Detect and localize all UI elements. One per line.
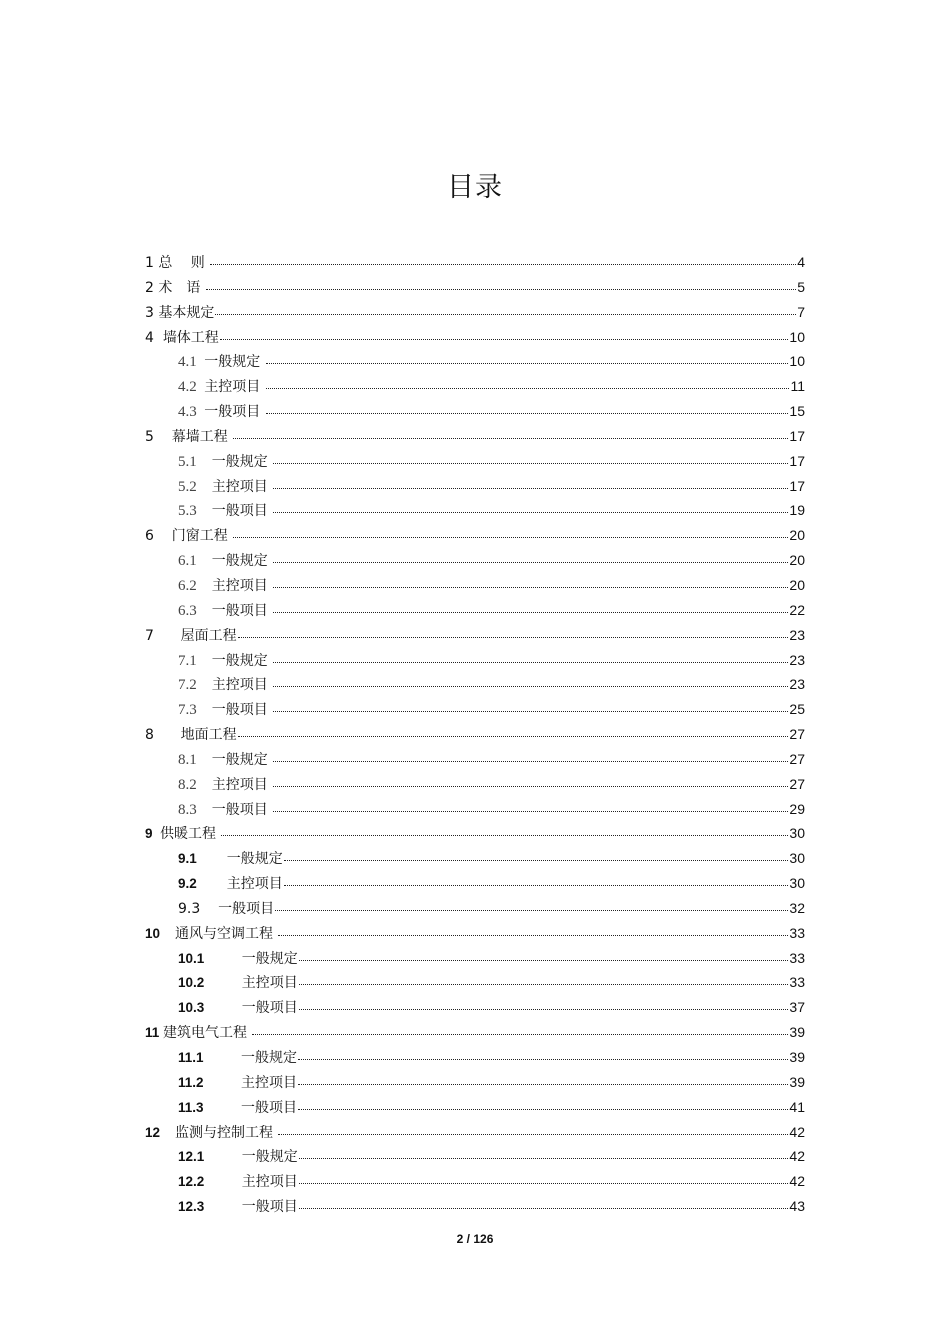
toc-entry[interactable] bbox=[145, 873, 805, 898]
toc-entry-number: 11.1 bbox=[178, 1050, 242, 1065]
toc-dot-leader bbox=[273, 661, 788, 663]
toc-entry-number: 10 bbox=[145, 925, 176, 941]
toc-entry-number: 4.1 bbox=[178, 354, 205, 371]
toc-entry-title: 一般项目 bbox=[241, 1099, 298, 1116]
toc-entry-number: 10.3 bbox=[178, 1000, 242, 1016]
toc-entry-number: 1 bbox=[145, 255, 159, 271]
toc-entry[interactable] bbox=[145, 1097, 805, 1122]
toc-entry[interactable] bbox=[145, 351, 805, 376]
toc-entry-page-number: 33 bbox=[789, 924, 805, 941]
toc-entry-title: 主控项目 bbox=[241, 1074, 298, 1091]
toc-entry-number: 9 bbox=[145, 826, 161, 842]
toc-dot-leader bbox=[266, 362, 789, 364]
toc-entry-title: 地面工程 bbox=[180, 727, 237, 744]
toc-entry[interactable] bbox=[145, 401, 805, 426]
toc-entry-title: 一般规定 bbox=[211, 453, 273, 470]
toc-entry[interactable] bbox=[145, 1047, 805, 1072]
toc-entry-title: 墙体工程 bbox=[162, 329, 219, 346]
toc-entry[interactable] bbox=[145, 302, 805, 327]
toc-dot-leader bbox=[221, 834, 788, 836]
toc-entry-number: 4.2 bbox=[178, 379, 205, 396]
toc-entry-page-number: 22 bbox=[789, 601, 805, 618]
toc-entry-number: 8.1 bbox=[178, 751, 212, 768]
toc-entry[interactable] bbox=[145, 774, 805, 799]
toc-entry-page-number: 27 bbox=[789, 726, 805, 743]
toc-entry-page-number: 27 bbox=[789, 750, 805, 767]
toc-entry-page-number: 11 bbox=[790, 378, 805, 395]
toc-dot-leader bbox=[298, 1083, 788, 1085]
toc-dot-leader bbox=[278, 1133, 788, 1135]
toc-entry-title: 主控项目 bbox=[211, 478, 273, 495]
toc-entry[interactable] bbox=[145, 898, 805, 923]
toc-dot-leader bbox=[273, 462, 788, 464]
toc-entry-title: 屋面工程 bbox=[180, 627, 237, 644]
toc-entry-page-number: 39 bbox=[789, 1024, 805, 1041]
toc-entry-number: 12.1 bbox=[178, 1149, 242, 1165]
toc-dot-leader bbox=[278, 934, 788, 936]
toc-entry-page-number: 32 bbox=[789, 899, 805, 916]
toc-entry[interactable] bbox=[145, 600, 805, 625]
toc-dot-leader bbox=[220, 338, 789, 340]
toc-entry-page-number: 25 bbox=[789, 701, 805, 718]
toc-dot-leader bbox=[252, 1033, 788, 1035]
toc-entry[interactable] bbox=[145, 699, 805, 724]
toc-entry-page-number: 29 bbox=[789, 800, 805, 817]
toc-entry-number: 7 bbox=[145, 627, 181, 644]
toc-entry-title: 一般规定 bbox=[211, 553, 273, 570]
toc-entry-number: 4.3 bbox=[178, 404, 205, 421]
toc-entry-number: 7.2 bbox=[178, 677, 212, 694]
toc-entry-page-number: 23 bbox=[789, 651, 805, 668]
toc-entry-title: 一般项目 bbox=[241, 1199, 298, 1216]
toc-entry-number: 6.2 bbox=[178, 577, 212, 594]
toc-entry-title: 一般规定 bbox=[211, 751, 273, 768]
toc-dot-leader bbox=[298, 1058, 788, 1060]
toc-dot-leader bbox=[273, 586, 788, 588]
toc-entry-title: 主控项目 bbox=[241, 975, 298, 992]
toc-dot-leader bbox=[273, 760, 788, 762]
toc-entry-page-number: 23 bbox=[789, 626, 805, 643]
page-footer bbox=[0, 1232, 950, 1246]
toc-entry-number: 9.2 bbox=[178, 876, 227, 892]
toc-entry[interactable] bbox=[145, 500, 805, 525]
toc-entry-title: 一般项目 bbox=[211, 503, 273, 520]
toc-entry[interactable] bbox=[145, 1171, 805, 1196]
toc-entry[interactable] bbox=[145, 1146, 805, 1171]
toc-entry-number: 6 bbox=[145, 528, 172, 545]
toc-dot-leader bbox=[273, 710, 788, 712]
toc-entry-title: 主控项目 bbox=[226, 876, 283, 893]
toc-entry-page-number: 4 bbox=[797, 254, 805, 270]
toc-entry-page-number: 17 bbox=[789, 452, 805, 469]
toc-entry-number: 6.3 bbox=[178, 602, 212, 619]
toc-dot-leader bbox=[238, 636, 789, 638]
toc-entry-number: 8 bbox=[145, 727, 181, 744]
toc-entry-page-number: 17 bbox=[789, 477, 805, 494]
toc-entry-number: 9.1 bbox=[178, 851, 227, 867]
toc-entry-title: 一般规定 bbox=[226, 851, 283, 868]
toc-dot-leader bbox=[233, 536, 788, 538]
toc-dot-leader bbox=[273, 561, 788, 563]
toc-dot-leader bbox=[233, 437, 788, 439]
toc-entry-number: 8.2 bbox=[178, 776, 212, 793]
toc-entry-title: 主控项目 bbox=[241, 1174, 298, 1191]
toc-entry-page-number: 39 bbox=[789, 1073, 805, 1090]
toc-entry-page-number: 41 bbox=[789, 1098, 805, 1115]
toc-entry-number: 11 bbox=[145, 1025, 164, 1041]
toc-entry-page-number: 7 bbox=[797, 303, 805, 320]
toc-entry-number: 10.1 bbox=[178, 950, 242, 966]
toc-dot-leader bbox=[275, 909, 788, 911]
toc-entry-page-number: 15 bbox=[789, 403, 805, 420]
toc-entry-page-number: 20 bbox=[789, 552, 805, 569]
toc-entry[interactable] bbox=[145, 451, 805, 476]
toc-entry-title: 术 语 bbox=[158, 279, 205, 296]
toc-entry-number: 12.3 bbox=[178, 1199, 242, 1215]
toc-entry-title: 监测与控制工程 bbox=[175, 1124, 278, 1141]
toc-entry-page-number: 20 bbox=[789, 527, 805, 544]
toc-entry[interactable] bbox=[145, 277, 805, 302]
toc-entry-page-number: 30 bbox=[789, 850, 805, 867]
toc-entry-title: 一般规定 bbox=[241, 950, 298, 967]
toc-dot-leader bbox=[206, 288, 796, 290]
toc-entry-page-number: 39 bbox=[789, 1049, 805, 1065]
toc-dot-leader bbox=[266, 387, 790, 389]
toc-entry-title: 主控项目 bbox=[204, 379, 265, 396]
current-page-number: 2 bbox=[456, 1232, 464, 1246]
toc-entry[interactable] bbox=[145, 1122, 805, 1147]
toc-entry[interactable] bbox=[145, 848, 805, 873]
toc-dot-leader bbox=[299, 1008, 789, 1010]
toc-dot-leader bbox=[215, 313, 796, 315]
toc-entry-page-number: 42 bbox=[789, 1123, 805, 1140]
toc-entry-title: 一般规定 bbox=[241, 1149, 298, 1166]
toc-entry-title: 一般项目 bbox=[211, 602, 273, 619]
toc-entry-page-number: 10 bbox=[789, 328, 805, 345]
toc-dot-leader bbox=[266, 412, 789, 414]
toc-entry-title: 一般项目 bbox=[211, 702, 273, 719]
page-title: 目录 bbox=[447, 172, 503, 203]
toc-entry[interactable] bbox=[145, 376, 805, 401]
toc-entry-page-number: 20 bbox=[789, 576, 805, 593]
toc-entry-title: 主控项目 bbox=[211, 577, 273, 594]
toc-dot-leader bbox=[299, 1157, 789, 1159]
toc-entry-title: 基本规定 bbox=[158, 304, 215, 321]
toc-entry-page-number: 42 bbox=[789, 1148, 805, 1165]
toc-dot-leader bbox=[273, 611, 788, 613]
toc-entry[interactable] bbox=[145, 972, 805, 997]
toc-entry[interactable] bbox=[145, 749, 805, 774]
toc-entry-title: 幕墙工程 bbox=[171, 428, 233, 445]
toc-entry-number: 3 bbox=[145, 304, 159, 321]
toc-dot-leader bbox=[284, 884, 789, 886]
toc-entry-number: 4 bbox=[145, 329, 163, 346]
toc-entry-title: 一般规定 bbox=[211, 652, 273, 669]
toc-entry-number: 12.2 bbox=[178, 1174, 242, 1190]
toc-entry-page-number: 5 bbox=[797, 278, 805, 295]
toc-dot-leader bbox=[273, 511, 788, 513]
toc-entry[interactable] bbox=[145, 997, 805, 1022]
toc-entry-page-number: 30 bbox=[789, 875, 805, 892]
toc-entry-page-number: 33 bbox=[789, 974, 805, 991]
toc-entry[interactable] bbox=[145, 1072, 805, 1097]
toc-entry-page-number: 33 bbox=[789, 949, 805, 966]
toc-entry-title: 通风与空调工程 bbox=[175, 925, 278, 942]
toc-entry-title: 主控项目 bbox=[211, 677, 273, 694]
toc-entry-number: 5.2 bbox=[178, 478, 212, 495]
toc-dot-leader bbox=[284, 859, 789, 861]
table-of-contents bbox=[145, 252, 805, 1221]
toc-entry[interactable] bbox=[145, 650, 805, 675]
toc-entry-number: 5.3 bbox=[178, 503, 212, 520]
toc-entry-number: 5.1 bbox=[178, 453, 212, 470]
toc-entry-number: 5 bbox=[145, 428, 172, 445]
toc-entry[interactable] bbox=[145, 823, 805, 848]
toc-entry[interactable] bbox=[145, 1196, 805, 1221]
toc-entry-title: 一般规定 bbox=[204, 354, 265, 371]
toc-entry-number: 2 bbox=[145, 279, 159, 296]
toc-entry[interactable] bbox=[145, 923, 805, 948]
toc-entry-number: 11.2 bbox=[178, 1074, 242, 1090]
toc-entry-title: 建筑电气工程 bbox=[163, 1025, 252, 1042]
toc-entry-title: 一般项目 bbox=[218, 900, 275, 917]
toc-dot-leader bbox=[299, 1182, 789, 1184]
toc-entry-title: 总 则 bbox=[158, 255, 210, 271]
toc-entry-page-number: 27 bbox=[789, 775, 805, 792]
toc-entry[interactable] bbox=[145, 550, 805, 575]
toc-entry-title: 一般规定 bbox=[241, 1050, 298, 1066]
toc-dot-leader bbox=[299, 959, 789, 961]
toc-dot-leader bbox=[299, 983, 789, 985]
toc-entry[interactable] bbox=[145, 948, 805, 973]
toc-entry[interactable] bbox=[145, 1022, 805, 1047]
toc-entry[interactable] bbox=[145, 575, 805, 600]
toc-dot-leader bbox=[298, 1108, 788, 1110]
toc-entry[interactable] bbox=[145, 625, 805, 650]
toc-entry[interactable] bbox=[145, 674, 805, 699]
toc-entry[interactable] bbox=[145, 799, 805, 824]
toc-entry[interactable] bbox=[145, 327, 805, 352]
toc-entry-number: 10.2 bbox=[178, 975, 242, 991]
toc-entry-page-number: 17 bbox=[789, 427, 805, 444]
toc-entry-title: 主控项目 bbox=[211, 776, 273, 793]
total-page-count: 126 bbox=[473, 1232, 494, 1246]
toc-entry[interactable] bbox=[145, 525, 805, 550]
toc-entry-page-number: 37 bbox=[789, 999, 805, 1016]
toc-entry[interactable] bbox=[145, 724, 805, 749]
toc-entry[interactable] bbox=[145, 476, 805, 501]
toc-dot-leader bbox=[273, 487, 788, 489]
toc-entry-page-number: 19 bbox=[789, 502, 805, 519]
toc-dot-leader bbox=[273, 810, 788, 812]
toc-entry-title: 一般项目 bbox=[211, 801, 273, 818]
toc-entry-number: 11.3 bbox=[178, 1099, 242, 1115]
toc-entry-page-number: 43 bbox=[789, 1198, 805, 1215]
toc-entry-page-number: 10 bbox=[789, 353, 805, 370]
toc-entry-title: 供暖工程 bbox=[160, 826, 221, 843]
toc-dot-leader bbox=[273, 785, 788, 787]
toc-dot-leader bbox=[238, 735, 789, 737]
toc-entry-number: 7.3 bbox=[178, 702, 212, 719]
toc-entry-title: 一般项目 bbox=[204, 404, 265, 421]
toc-entry-page-number: 42 bbox=[789, 1173, 805, 1190]
toc-entry-number: 7.1 bbox=[178, 652, 212, 669]
toc-entry-page-number: 23 bbox=[789, 676, 805, 693]
toc-dot-leader bbox=[273, 685, 788, 687]
toc-entry[interactable] bbox=[145, 252, 805, 277]
page-separator: / bbox=[466, 1232, 470, 1246]
toc-entry-number: 9.3 bbox=[178, 900, 219, 917]
toc-entry-title: 门窗工程 bbox=[171, 528, 233, 545]
toc-dot-leader bbox=[210, 263, 796, 265]
toc-entry[interactable] bbox=[145, 426, 805, 451]
toc-entry-number: 6.1 bbox=[178, 553, 212, 570]
toc-entry-number: 12 bbox=[145, 1124, 176, 1140]
toc-entry-page-number: 30 bbox=[789, 825, 805, 842]
toc-dot-leader bbox=[299, 1207, 789, 1209]
toc-entry-number: 8.3 bbox=[178, 801, 212, 818]
toc-entry-title: 一般项目 bbox=[241, 1000, 298, 1017]
